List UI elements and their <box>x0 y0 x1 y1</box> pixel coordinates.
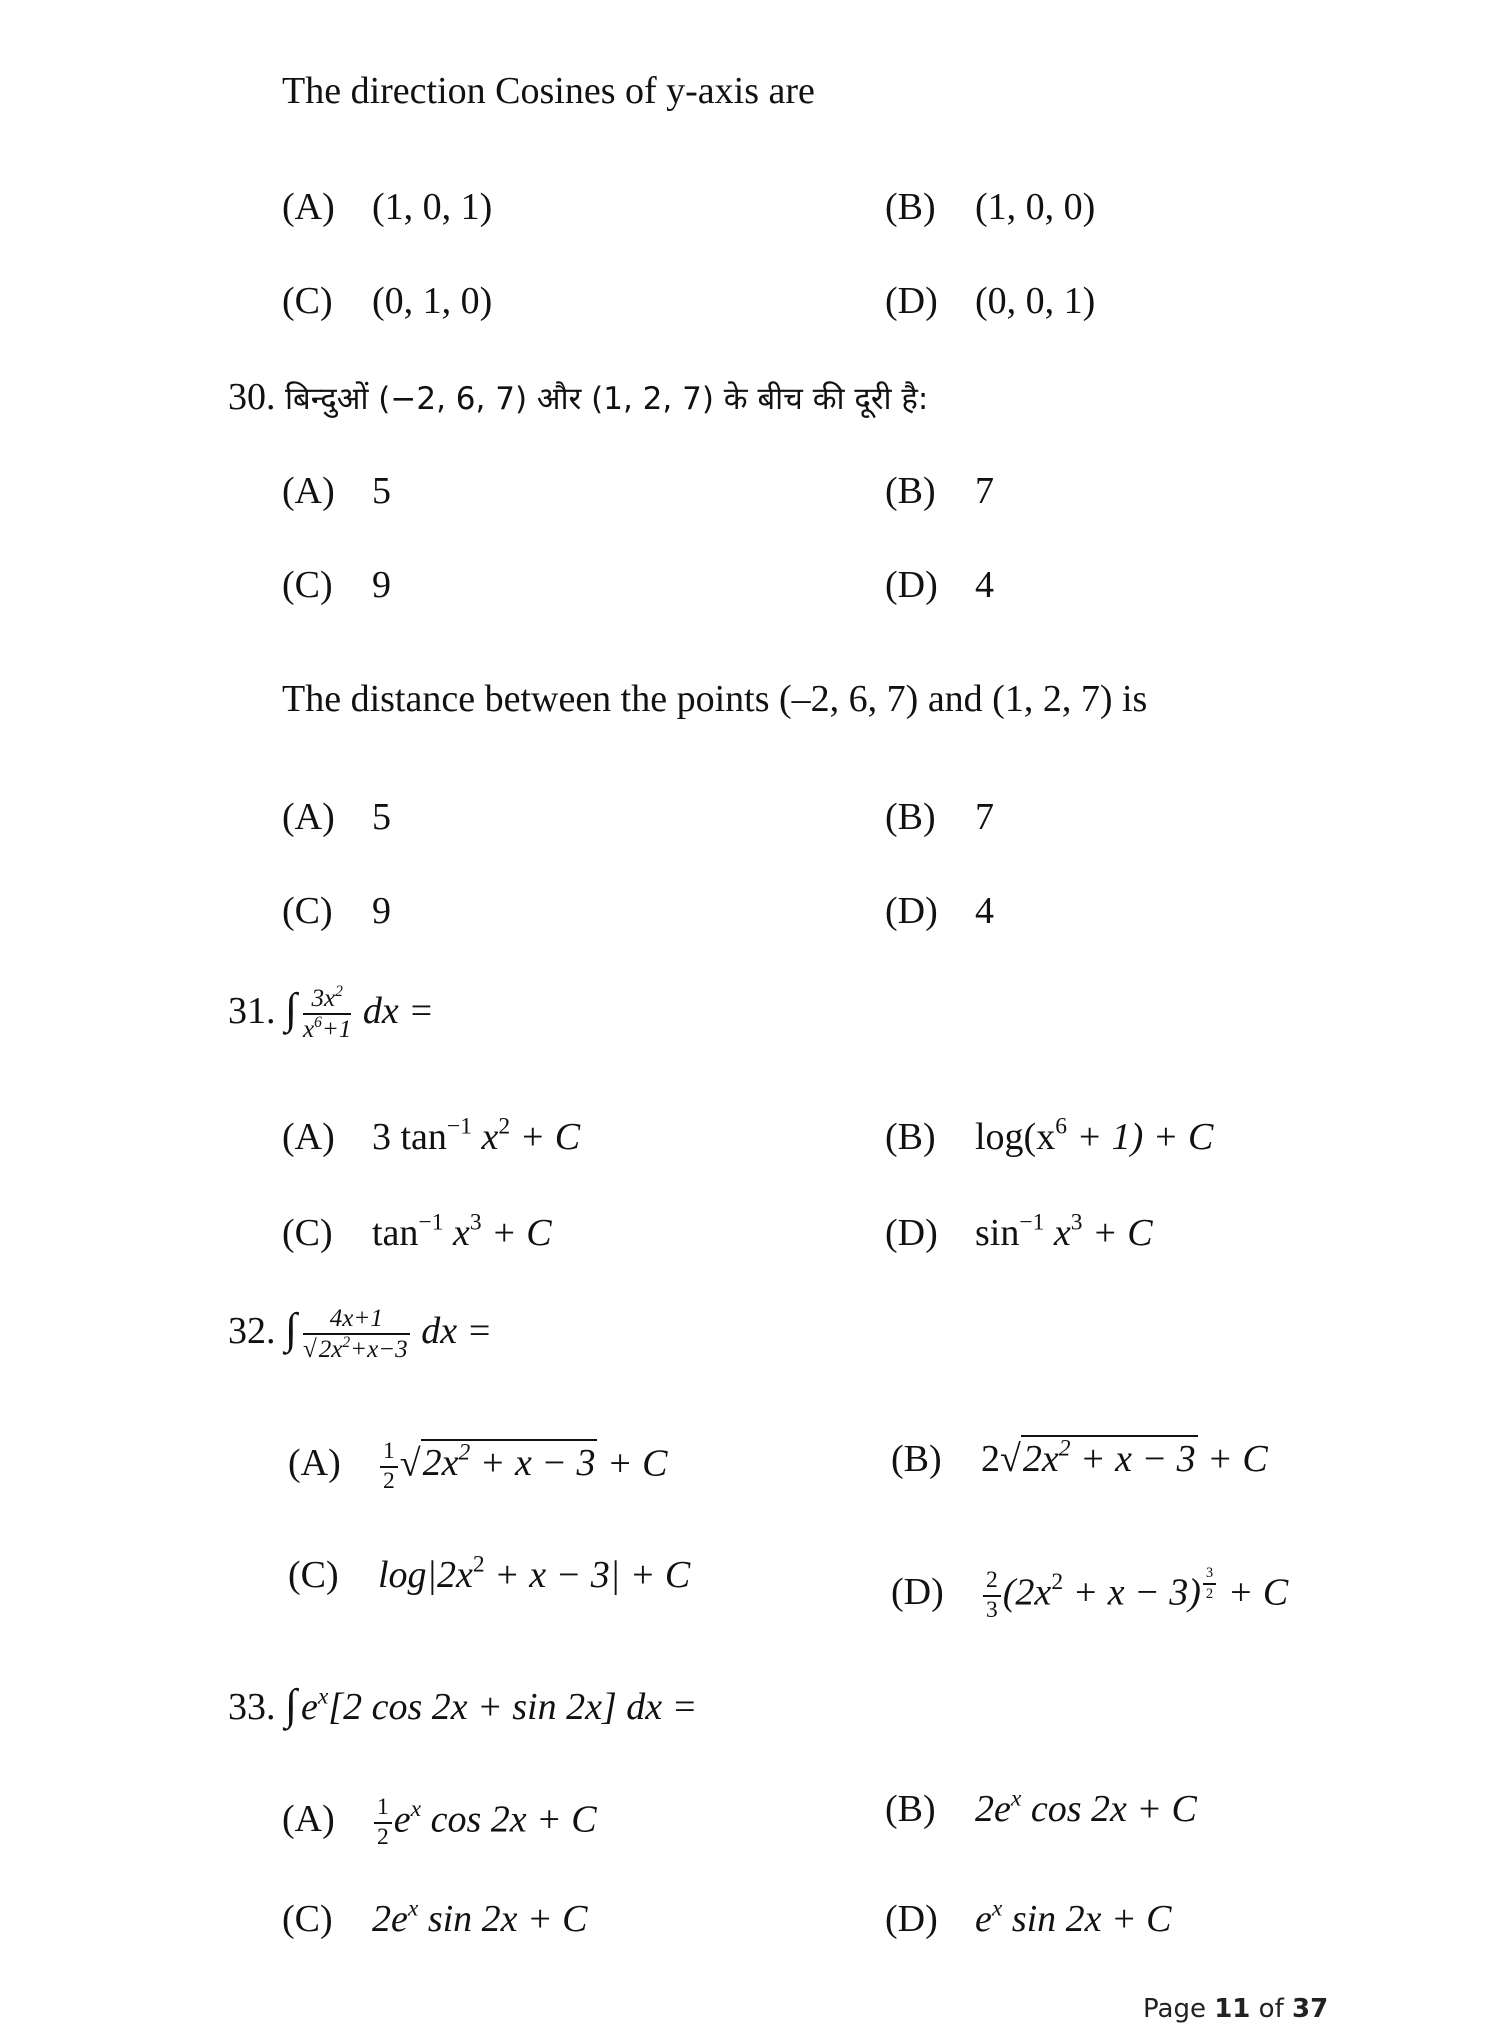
q29-en-option-c: (C) (0, 1, 0) <box>282 280 493 322</box>
q29-en-stem: The direction Cosines of y-axis are <box>282 70 815 112</box>
q31-option-d: (D) $\sin^{-1} x^3 + C$ <box>885 1209 1153 1254</box>
q33-option-c: (C) $2e^x$ sin 2x + C <box>282 1895 588 1940</box>
q30-en-option-c: (C) 9 <box>282 890 391 932</box>
q33-option-d: (D) $e^x$ sin 2x + C <box>885 1895 1172 1940</box>
q31-differential: dx = <box>362 989 434 1032</box>
integral-sign: ∫ <box>285 1304 297 1353</box>
q32-option-a: (A) $\frac{1}{2}$ $√2x^2 + x - 3 + C$ <box>288 1438 668 1494</box>
question-number: 31. <box>228 989 276 1032</box>
question-number: 30. <box>228 376 276 418</box>
integral-sign: ∫ <box>285 984 297 1033</box>
q30-hi-option-a: (A) 5 <box>282 470 391 512</box>
q32-option-c: (C) $\log|2x^2 + x - 3| + C$ <box>288 1551 691 1596</box>
q30-en-option-b: (B) 7 <box>885 796 994 838</box>
q30-hi-stem: बिन्दुओं (−2, 6, 7) और (1, 2, 7) के बीच की दूरी है: <box>285 381 929 417</box>
q30-en-option-d: (D) 4 <box>885 890 994 932</box>
q33-integrand: [2 cos 2x + sin 2x] dx = <box>328 1686 698 1728</box>
q33-option-b: (B) $2e^x$ cos 2x + C <box>885 1785 1197 1830</box>
q30-en-option-a: (A) 5 <box>282 796 391 838</box>
page-number: Page 11 of 37 <box>1143 1994 1329 2024</box>
question-number: 32. <box>228 1309 276 1352</box>
q30-hi-option-c: (C) 9 <box>282 564 391 606</box>
q30-hi-option-d: (D) 4 <box>885 564 994 606</box>
q31-question <box>228 982 434 1044</box>
question-number: 33. <box>228 1686 276 1728</box>
q32-differential: dx = <box>421 1309 493 1352</box>
q29-en-option-a: (A) (1, 0, 1) <box>282 186 493 228</box>
q30-hi-question <box>228 378 928 416</box>
q30-en-stem: The distance between the points (–2, 6, 7) and (1, 2, 7) is <box>282 678 1148 720</box>
q30-hi-option-b: (B) 7 <box>885 470 994 512</box>
q33-question: 33. ∫ $e^x[2$ cos 2x + sin 2x] dx = <box>228 1681 698 1729</box>
q29-en-option-d: (D) (0, 0, 1) <box>885 280 1096 322</box>
q32-option-b: (B) $2√2x^2 + x - 3 + C$ <box>891 1435 1268 1480</box>
q32-fraction: $\frac{4x+1}{√2x^2+x-3}$ <box>302 1305 408 1364</box>
q29-en-option-b: (B) (1, 0, 0) <box>885 186 1096 228</box>
integral-sign: ∫ <box>285 1681 297 1729</box>
q31-option-a: (A) 3 $\tan^{-1} x^2 + C$ <box>282 1113 581 1158</box>
q31-option-c: (C) $\tan^{-1} x^3 + C$ <box>282 1209 552 1254</box>
q32-option-d: (D) $\frac{2}{3}$ $(2x^2 + x - 3)$ $^{\frac{3}{2}}$ + C <box>891 1565 1289 1623</box>
q33-option-a: (A) $\frac{1}{2}$ $e^x$ cos 2x + C <box>282 1794 597 1850</box>
q31-fraction: $\frac{3x^2}{x^6+1}$ <box>302 982 352 1044</box>
q31-option-b: (B) $\log(x^6 + 1) + C$ <box>885 1113 1214 1158</box>
q32-question <box>228 1306 492 1362</box>
